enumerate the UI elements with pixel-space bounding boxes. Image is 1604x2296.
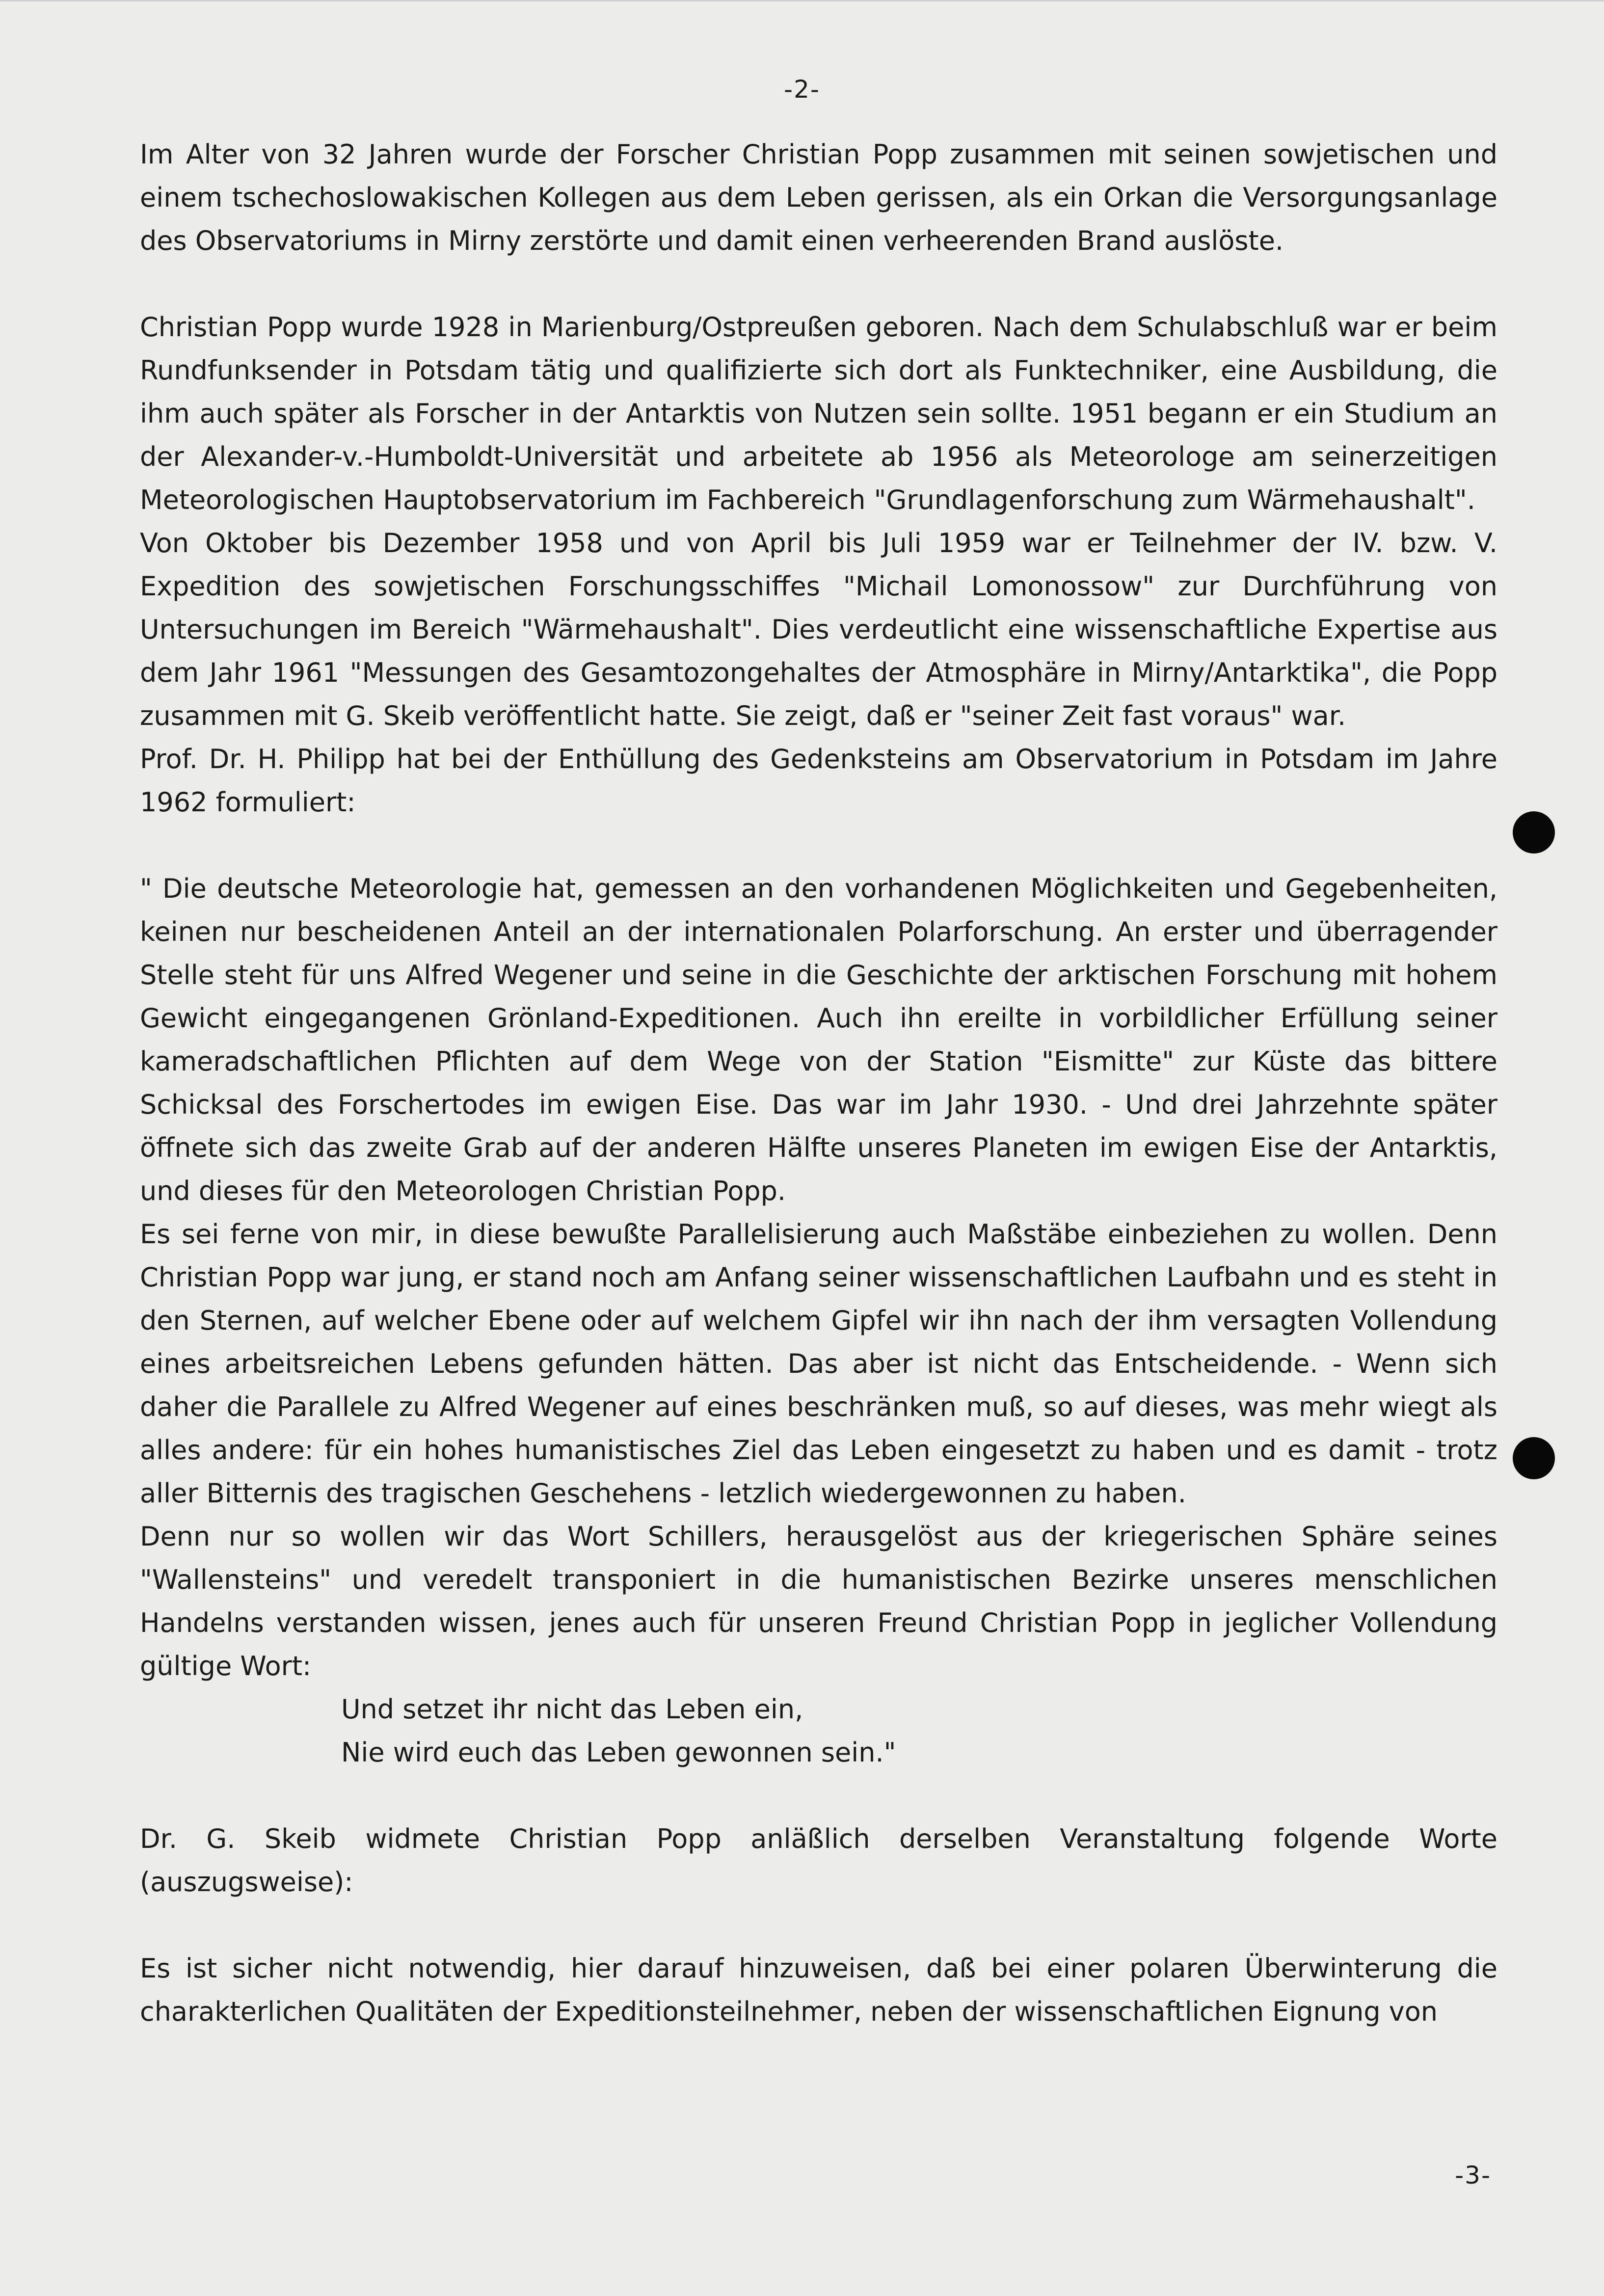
punch-hole (1513, 1437, 1555, 1479)
paragraph-skeib-quote: Es ist sicher nicht notwendig, hier darauf hinzuweisen, daß bei einer polaren Überwinterung die charakterlichen Qualitäten der Expeditionsteilnehmer, neben der wissenschaftlichen Eignung von (140, 1953, 1497, 2027)
paragraph-expedition: Von Oktober bis Dezember 1958 und von April bis Juli 1959 war er Teilnehmer der IV. bzw. V. Expedition des sowjetischen Forschungsschiffes "Michail Lomonossow" zur Durchführung von Untersuchungen im Bereich "Wärmehaushalt". Dies verdeutlicht eine wissenschaftliche Expertise aus dem Jahr 1961 "Messungen des Gesamtozongehaltes der Atmosphäre in Mirny/Antarktika", die Popp zusammen mit G. Skeib veröffentlicht hatte. Sie zeigt, daß er "seiner Zeit fast voraus" war. (140, 528, 1497, 731)
paragraph-death: Im Alter von 32 Jahren wurde der Forscher Christian Popp zusammen mit seinen sowjetischen und einem tschechoslowakischen Kollegen aus dem Leben gerissen, als ein Orkan die Versorgungsanlage des Observatoriums in Mirny zerstörte und damit einen verheerenden Brand auslöste. (140, 139, 1497, 256)
paragraph-quote-schiller: Denn nur so wollen wir das Wort Schillers, herausgelöst aus der kriegerischen Sphäre seines "Wallensteins" und veredelt transponiert in die humanistischen Bezirke unseres menschlichen Handelns verstanden wissen, jenes auch für unseren Freund Christian Popp in jeglicher Vollendung gültige Wort: (140, 1521, 1497, 1682)
paragraph-quote-parallel: Es sei ferne von mir, in diese bewußte Parallelisierung auch Maßstäbe einbeziehen zu wollen. Denn Christian Popp war jung, er stand noch am Anfang seiner wissenschaftlichen Laufbahn und es steht in den Sternen, auf welcher Ebene oder auf welchem Gipfel wir ihn nach der ihm versagten Vollendung eines arbeitsreichen Lebens gefunden hätten. Das aber ist nicht das Entscheidende. - Wenn sich daher die Parallele zu Alfred Wegener auf eines beschränken muß, so auf dieses, was mehr wiegt als alles andere: für ein hohes humanistisches Ziel das Leben eingesetzt zu haben und es damit - trotz aller Bitternis des tragischen Geschehens - letzlich wiedergewonnen zu haben. (140, 1219, 1497, 1509)
paragraph-philipp-intro: Prof. Dr. H. Philipp hat bei der Enthüllung des Gedenksteins am Observatorium in Potsdam im Jahre 1962 formuliert: (140, 744, 1497, 818)
document-body (140, 133, 1497, 2033)
verse-line-1: Und setzet ihr nicht das Leben ein, (341, 1694, 803, 1725)
verse-line-2: Nie wird euch das Leben gewonnen sein." (341, 1737, 896, 1768)
paragraph-skeib-intro: Dr. G. Skeib widmete Christian Popp anläßlich derselben Veranstaltung folgende Worte (auszugsweise): (140, 1823, 1497, 1897)
next-page-number: -3- (1455, 2161, 1491, 2189)
punch-hole (1513, 811, 1555, 854)
page-number: -2- (784, 75, 820, 104)
paragraph-quote-wegener: " Die deutsche Meteorologie hat, gemessen an den vorhandenen Möglichkeiten und Gegebenheiten, keinen nur bescheidenen Anteil an der internationalen Polarforschung. An erster und überragender Stelle steht für uns Alfred Wegener und seine in die Geschichte der arktischen Forschung mit hohem Gewicht eingegangenen Grönland-Expeditionen. Auch ihn ereilte in vorbildlicher Erfüllung seiner kameradschaftlichen Pflichten auf dem Wege von der Station "Eismitte" zur Küste das bittere Schicksal des Forschertodes im ewigen Eise. Das war im Jahr 1930. - Und drei Jahrzehnte später öffnete sich das zweite Grab auf der anderen Hälfte unseres Planeten im ewigen Eise der Antarktis, und dieses für den Meteorologen Christian Popp. (140, 873, 1497, 1206)
paragraph-biography: Christian Popp wurde 1928 in Marienburg/Ostpreußen geboren. Nach dem Schulabschluß war er beim Rundfunksender in Potsdam tätig und qualifizierte sich dort als Funktechniker, eine Ausbildung, die ihm auch später als Forscher in der Antarktis von Nutzen sein sollte. 1951 begann er ein Studium an der Alexander-v.-Humboldt-Universität und arbeitete ab 1956 als Meteorologe am seinerzeitigen Meteorologischen Hauptobservatorium im Fachbereich "Grundlagenforschung zum Wärmehaushalt". (140, 312, 1497, 515)
